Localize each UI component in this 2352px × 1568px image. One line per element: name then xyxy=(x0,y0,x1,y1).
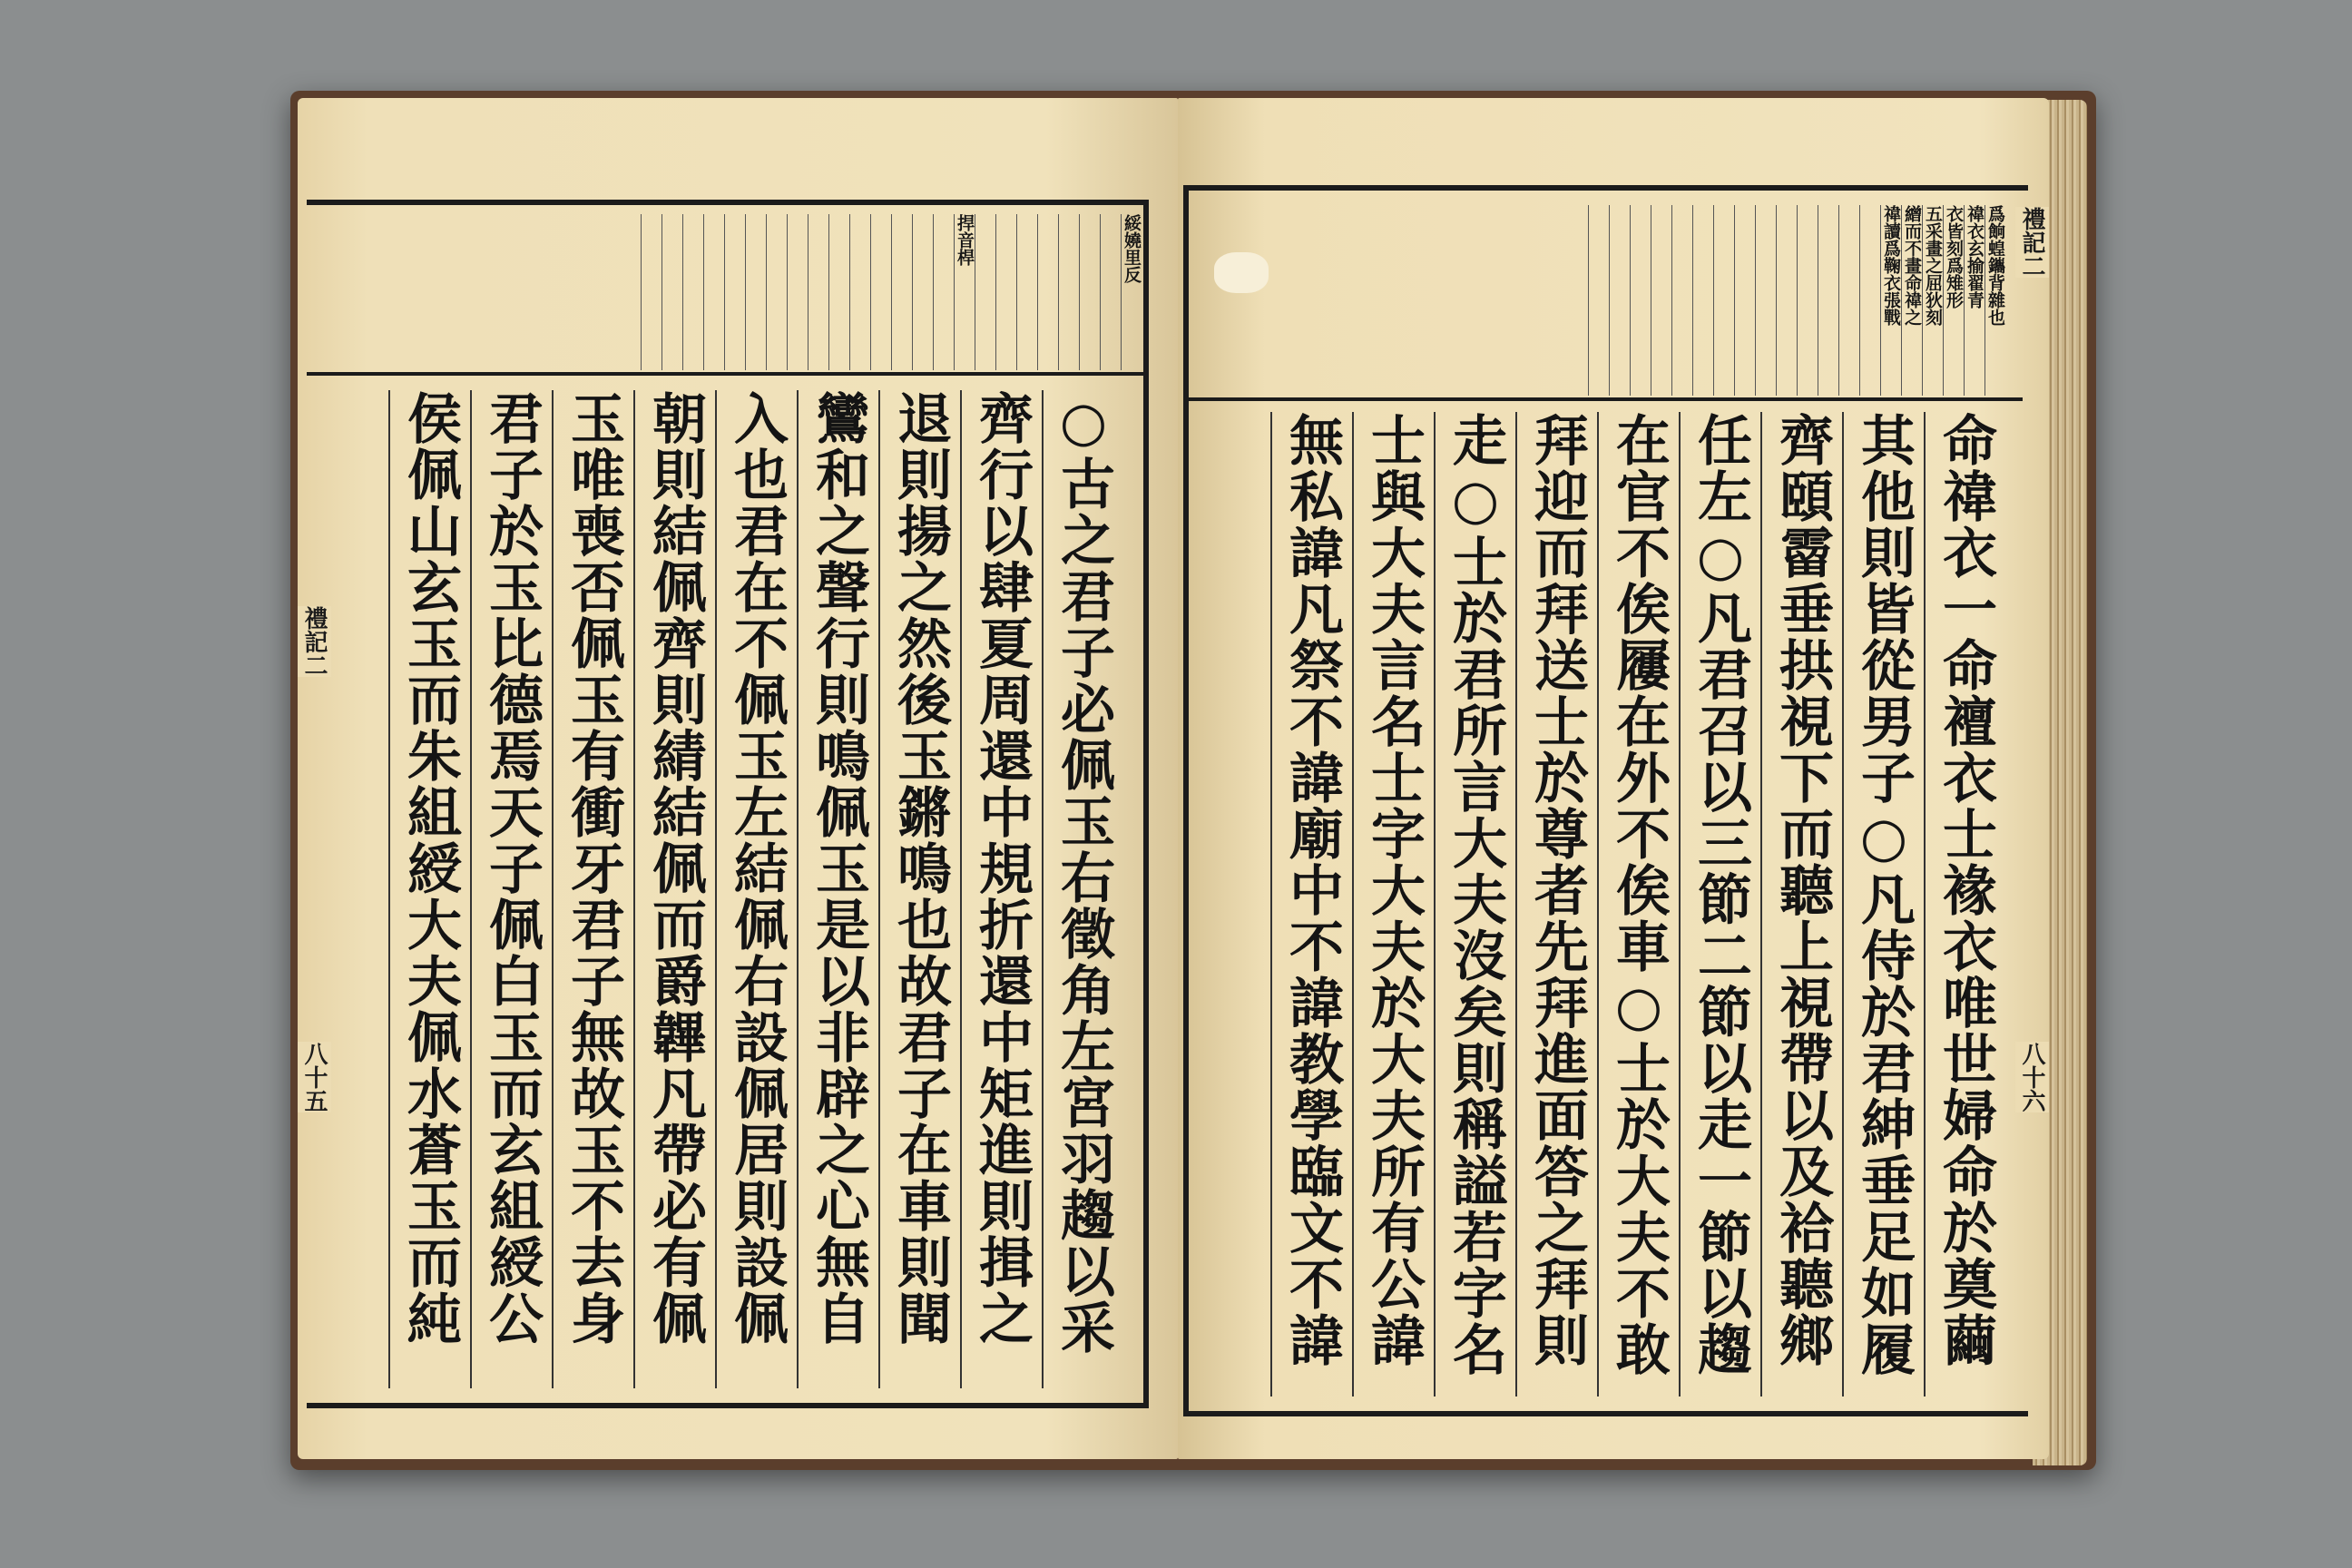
commentary-column xyxy=(849,214,870,370)
commentary-column: 繒而不畫命禕之 xyxy=(1901,205,1922,396)
text-column: 其他則皆從男子○凡侍於君紳垂足如履 xyxy=(1842,412,1924,1396)
text-column: 鸞和之聲行則鳴佩玉是以非辟之心無自 xyxy=(797,390,878,1388)
commentary-column xyxy=(975,214,995,370)
commentary-column xyxy=(808,214,828,370)
paper-damage xyxy=(1214,252,1269,293)
commentary-column xyxy=(891,214,912,370)
right-main-text xyxy=(1270,412,2005,1396)
left-page xyxy=(298,98,1178,1459)
right-page xyxy=(1178,98,2049,1459)
commentary-column xyxy=(1755,205,1776,396)
commentary-column xyxy=(912,214,933,370)
commentary-column xyxy=(1713,205,1734,396)
commentary-column xyxy=(1016,214,1037,370)
commentary-column: 禕衣玄揄翟青 xyxy=(1964,205,1984,396)
commentary-column xyxy=(724,214,745,370)
commentary-column xyxy=(1609,205,1630,396)
commentary-column xyxy=(1651,205,1671,396)
commentary-column xyxy=(703,214,724,370)
text-column: 任左○凡君召以三節二節以走一節以趨 xyxy=(1679,412,1760,1396)
left-folio: 八十五 xyxy=(298,1042,331,1112)
commentary-column xyxy=(662,214,682,370)
commentary-column xyxy=(995,214,1016,370)
commentary-column xyxy=(1100,214,1121,370)
text-column: 玉唯喪否佩玉有衝牙君子無故玉不去身 xyxy=(552,390,633,1388)
text-column: ○古之君子必佩玉右徵角左宮羽趨以采 xyxy=(1042,390,1123,1388)
left-side-label: 禮記二 xyxy=(298,606,331,677)
text-column: 君子於玉比德焉天子佩白玉而玄組綬公 xyxy=(470,390,552,1388)
left-commentary-block xyxy=(641,214,1142,370)
text-column: 士與大夫言名士字大夫於大夫所有公諱 xyxy=(1352,412,1434,1396)
right-side-label: 禮記二 xyxy=(2015,207,2049,278)
commentary-column: 爲餉蝗鑴背雜也 xyxy=(1984,205,2005,396)
text-column: 退則揚之然後玉鏘鳴也故君子在車則聞 xyxy=(878,390,960,1388)
commentary-column xyxy=(682,214,703,370)
text-column: 命禕衣一命襢衣士褖衣唯世婦命於奠繭 xyxy=(1924,412,2005,1396)
commentary-column xyxy=(1058,214,1079,370)
commentary-column xyxy=(1079,214,1100,370)
commentary-column xyxy=(1818,205,1838,396)
commentary-column xyxy=(1671,205,1692,396)
commentary-column xyxy=(1838,205,1859,396)
commentary-column xyxy=(1776,205,1797,396)
commentary-column xyxy=(828,214,849,370)
text-column: 朝則結佩齊則綪結佩而爵韠凡帶必有佩 xyxy=(633,390,715,1388)
text-column: 無私諱凡祭不諱廟中不諱教學臨文不諱 xyxy=(1270,412,1352,1396)
text-column: 走○士於君所言大夫沒矣則稱謚若字名 xyxy=(1434,412,1515,1396)
commentary-column: 綏嬈里反 xyxy=(1121,214,1142,370)
commentary-column xyxy=(641,214,662,370)
commentary-column xyxy=(766,214,787,370)
commentary-column xyxy=(1859,205,1880,396)
commentary-column xyxy=(1630,205,1651,396)
commentary-column: 衣皆刻爲雉形 xyxy=(1943,205,1964,396)
text-column: 入也君在不佩玉左結佩右設佩居則設佩 xyxy=(715,390,797,1388)
commentary-column xyxy=(1588,205,1609,396)
left-main-text xyxy=(388,390,1123,1388)
commentary-column: 禕讀爲鞠衣張戰 xyxy=(1880,205,1901,396)
right-folio: 八十六 xyxy=(2015,1042,2049,1112)
text-column: 在官不俟屨在外不俟車○士於大夫不敢 xyxy=(1597,412,1679,1396)
commentary-column xyxy=(787,214,808,370)
commentary-column: 五采畫之屈狄刻 xyxy=(1922,205,1943,396)
left-commentary-divider xyxy=(307,372,1143,376)
commentary-column: 捍音桿 xyxy=(954,214,975,370)
commentary-column xyxy=(870,214,891,370)
commentary-column xyxy=(1037,214,1058,370)
right-commentary-block xyxy=(1588,205,2005,396)
commentary-column xyxy=(933,214,954,370)
commentary-column xyxy=(1797,205,1818,396)
commentary-column xyxy=(745,214,766,370)
commentary-column xyxy=(1734,205,1755,396)
text-column: 齊頤霤垂拱視下而聽上視帶以及袷聽鄉 xyxy=(1760,412,1842,1396)
text-column: 拜迎而拜送士於尊者先拜進面答之拜則 xyxy=(1515,412,1597,1396)
right-commentary-divider xyxy=(1183,397,2023,401)
text-column: 侯佩山玄玉而朱組綬大夫佩水蒼玉而純 xyxy=(388,390,470,1388)
text-column: 齊行以肆夏周還中規折還中矩進則揖之 xyxy=(960,390,1042,1388)
commentary-column xyxy=(1692,205,1713,396)
